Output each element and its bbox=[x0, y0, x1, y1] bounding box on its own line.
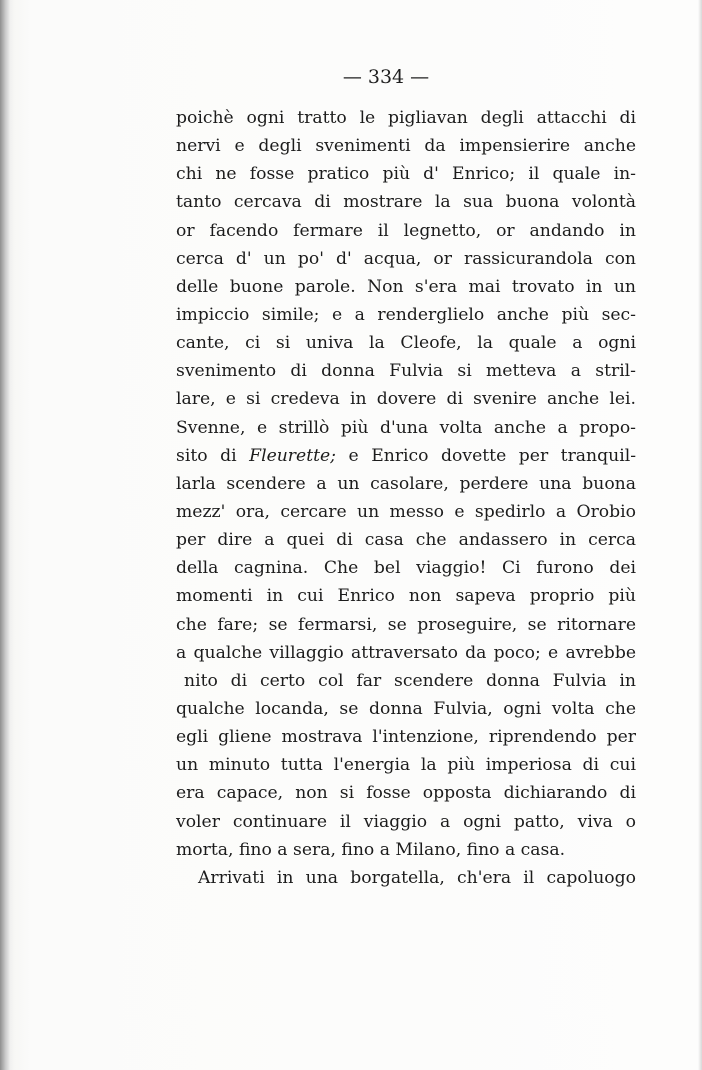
text-line: svenimento di donna Fulvia si metteva a stril- bbox=[176, 361, 636, 382]
text-line: nervi e degli svenimenti da impensierire anche bbox=[176, 136, 636, 157]
text-line: mezz' ora, cercare un messo e spedirlo a Orobio bbox=[176, 501, 636, 522]
page-number: — 334 — bbox=[342, 66, 430, 88]
text-line: lare, e si credeva in dovere di svenire anche lei. bbox=[176, 389, 636, 410]
body-text bbox=[176, 104, 636, 892]
text-line-with-italic bbox=[176, 442, 636, 470]
text-line: poichè ogni tratto le pigliavan degli attacchi di bbox=[176, 108, 636, 128]
text-line: nito di certo col far scendere donna Fulvia in bbox=[184, 670, 636, 691]
text-line: chi ne fosse pratico più d' Enrico; il quale in- bbox=[176, 164, 636, 185]
text-line: or facendo fermare il legnetto, or andando in bbox=[176, 220, 636, 241]
text-line: cerca d' un po' d' acqua, or rassicurandola con bbox=[176, 248, 636, 269]
text-line: cante, ci si univa la Cleofe, la quale a ogni bbox=[176, 333, 636, 354]
page-edge-shadow bbox=[698, 0, 702, 1070]
text-line: delle buone parole. Non s'era mai trovato in un bbox=[176, 276, 636, 297]
text-line: della cagnina. Che bel viaggio! Ci furono dei bbox=[176, 558, 636, 579]
text-segment: e Enrico dovette per tranquil- bbox=[348, 445, 636, 466]
text-line: voler continuare il viaggio a ogni patto, viva o bbox=[176, 811, 636, 832]
binding-shadow bbox=[0, 0, 10, 1070]
text-line: un minuto tutta l'energia la più imperiosa di cui bbox=[176, 755, 636, 776]
text-line: era capace, non si fosse opposta dichiarando di bbox=[176, 783, 636, 804]
text-line: qualche locanda, se donna Fulvia, ogni volta che bbox=[176, 698, 636, 719]
text-line: che fare; se fermarsi, se proseguire, se ritornare bbox=[176, 614, 636, 635]
text-line: impiccio simile; e a renderglielo anche più sec- bbox=[176, 304, 636, 325]
text-line: a qualche villaggio attraversato da poco; e avrebbe bbox=[176, 642, 636, 663]
text-line: larla scendere a un casolare, perdere una buona bbox=[176, 473, 636, 494]
text-line: Svenne, e strillò più d'una volta anche a propo- bbox=[176, 417, 636, 438]
text-line: morta, fino a sera, fino a Milano, fino a casa. bbox=[176, 839, 566, 860]
text-line: egli gliene mostrava l'intenzione, riprendendo per bbox=[176, 727, 636, 748]
text-line: Arrivati in una borgatella, ch'era il capoluogo bbox=[198, 867, 636, 888]
text-line: momenti in cui Enrico non sapeva proprio più bbox=[176, 586, 636, 607]
text-segment: sito di bbox=[176, 445, 237, 466]
italic-title: Fleurette; bbox=[249, 445, 336, 466]
text-line: tanto cercava di mostrare la sua buona volontà bbox=[176, 192, 636, 213]
text-line: per dire a quei di casa che andassero in cerca bbox=[176, 530, 636, 551]
